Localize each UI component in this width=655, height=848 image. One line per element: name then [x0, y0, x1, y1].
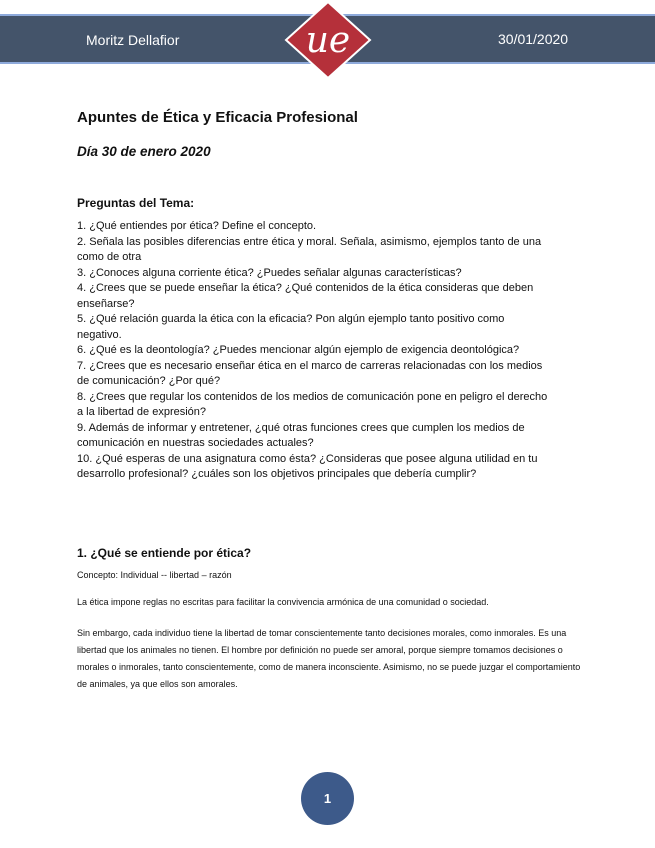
question-item: 2. Señala las posibles diferencias entre ética y moral. Señala, asimismo, ejemplos tanto de una como de otra — [77, 235, 542, 263]
header-date: 30/01/2020 — [498, 31, 569, 47]
question-item: 5. ¿Qué relación guarda la ética con la eficacia? Pon algún ejemplo tanto positivo como negativo. — [77, 313, 505, 341]
question-item: 4. ¿Crees que se puede enseñar la ética? ¿Qué contenidos de la ética consideras que deben enseñarse? — [77, 282, 534, 310]
document-title: Apuntes de Ética y Eficacia Profesional — [77, 109, 358, 126]
page-number-badge — [301, 772, 354, 825]
question-item: 7. ¿Crees que es necesario enseñar ética en el marco de carreras relacionadas con los medios de comunicación? ¿Por qué? — [77, 359, 543, 387]
concept-line: Concepto: Individual -- libertad – razón — [77, 570, 232, 580]
question-item: 3. ¿Conoces alguna corriente ética? ¿Puedes señalar algunas características? — [77, 266, 462, 279]
body-paragraph-1: La ética impone reglas no escritas para facilitar la convivencia armónica de una comunidad o sociedad. — [77, 597, 489, 607]
section-heading: 1. ¿Qué se entiende por ética? — [77, 546, 252, 560]
questions-list — [77, 219, 552, 483]
author-name: Moritz Dellafior — [86, 32, 180, 48]
question-item: 1. ¿Qué entiendes por ética? Define el concepto. — [77, 220, 317, 232]
questions-heading: Preguntas del Tema: — [77, 196, 195, 210]
question-item: 8. ¿Crees que regular los contenidos de los medios de comunicación pone en peligro el derecho a la libertad de expresión? — [77, 390, 548, 418]
page-number: 1 — [323, 791, 332, 806]
question-item: 10. ¿Qué esperas de una asignatura como ésta? ¿Consideras que posee alguna utilidad en tu desarrollo profesional? ¿cuáles son los objetivos principales que debería cumplir? — [77, 452, 538, 480]
question-item: 9. Además de informar y entretener, ¿qué otras funciones crees que cumplen los medios de comunicación en nuestras sociedades actuales? — [77, 421, 525, 449]
university-logo — [284, 0, 372, 80]
document-date: Día 30 de enero 2020 — [77, 144, 211, 159]
body-paragraph-2: Sin embargo, cada individuo tiene la libertad de tomar conscientemente tanto decisiones morales, como inmorales. Es una libertad que los animales no tienen. El hombre por definición no puede ser amoral, porque siempre tomamos decisiones o morales o inmorales, tanto conscientemente, como de manera inconsciente. Asimismo, no se puede juzgar el comportamiento de animales, ya que ellos son amorales. — [77, 628, 581, 689]
logo-text: ue — [305, 20, 351, 61]
question-item: 6. ¿Qué es la deontología? ¿Puedes mencionar algún ejemplo de exigencia deontológica? — [77, 344, 520, 356]
